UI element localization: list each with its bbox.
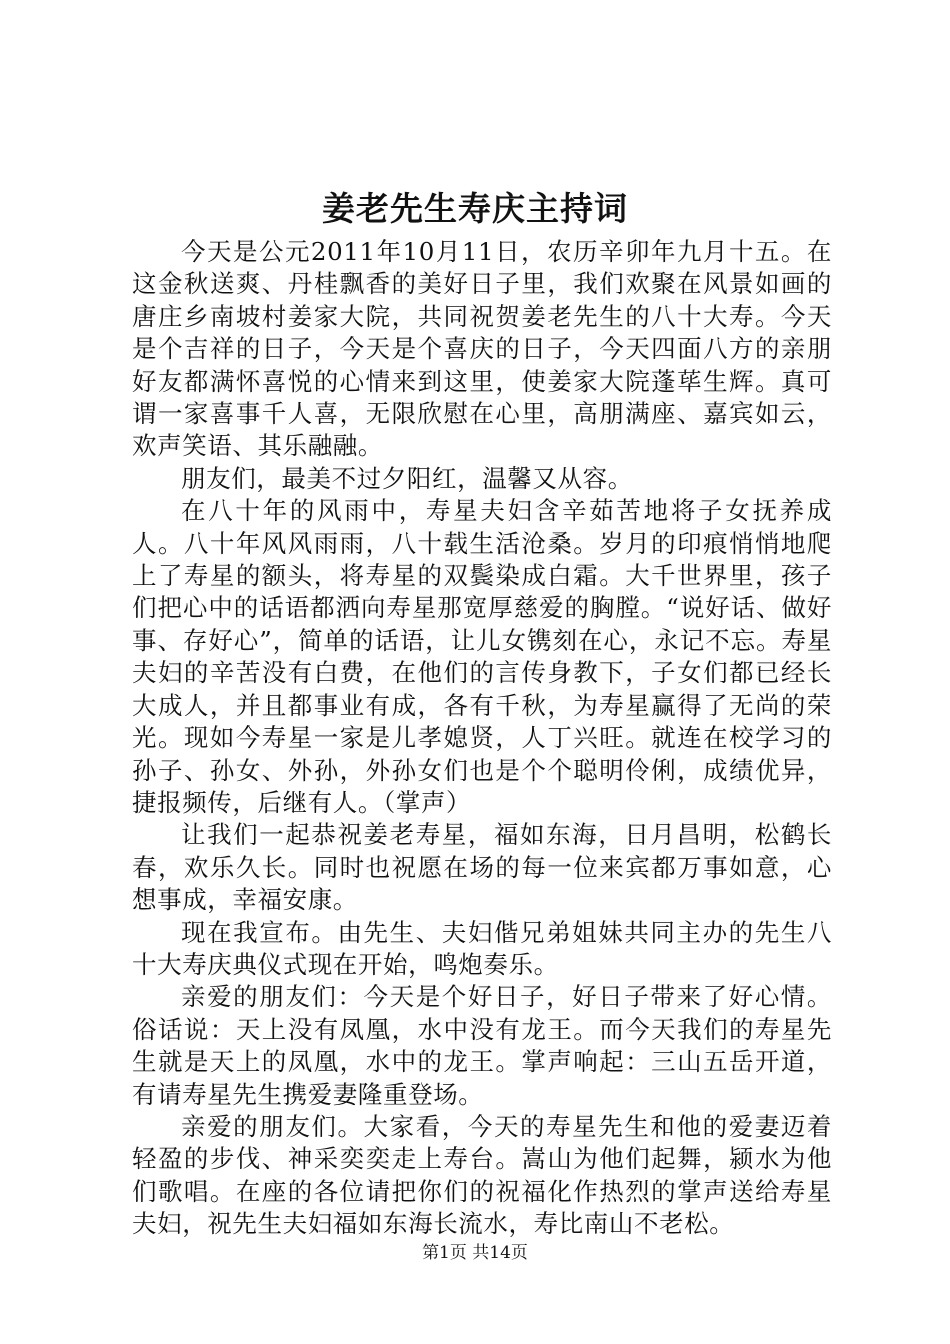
document-title: 姜老先生寿庆主持词	[322, 189, 628, 228]
paragraph: 亲爱的朋友们。大家看，今天的寿星先生和他的爱妻迈着轻盈的步伐、神采奕奕走上寿台。嵩山为他们起舞，颍水为他们歌唱。在座的各位请把你们的祝福化作热烈的掌声送给寿星夫妇，祝先生夫妇福如东海长流水，寿比南山不老松。	[132, 1111, 832, 1239]
page-footer: 第1页 共14页	[422, 1243, 528, 1263]
document-body	[132, 236, 832, 1241]
paragraph: 让我们一起恭祝姜老寿星，福如东海，日月昌明，松鹤长春，欢乐久长。同时也祝愿在场的每一位来宾都万事如意，心想事成，幸福安康。	[132, 820, 832, 915]
paragraph: 在八十年的风雨中，寿星夫妇含辛茹苦地将子女抚养成人。八十年风风雨雨，八十载生活沧桑。岁月的印痕悄悄地爬上了寿星的额头，将寿星的双鬓染成白霜。大千世界里，孩子们把心中的话语都洒向寿星那宽厚慈爱的胸膛。“说好话、做好事、存好心”，简单的话语，让儿女镌刻在心，永记不忘。寿星夫妇的辛苦没有白费，在他们的言传身教下，子女们都已经长大成人，并且都事业有成，各有千秋，为寿星赢得了无尚的荣光。现如今寿星一家是儿孝媳贤，人丁兴旺。就连在校学习的孙子、孙女、外孙，外孙女们也是个个聪明伶俐，成绩优异，捷报频传，后继有人。（掌声）	[132, 496, 832, 817]
paragraph: 今天是公元2011年10月11日，农历辛卯年九月十五。在这金秋送爽、丹桂飘香的美好日子里，我们欢聚在风景如画的唐庄乡南坡村姜家大院，共同祝贺姜老先生的八十大寿。今天是个吉祥的日子，今天是个喜庆的日子，今天四面八方的亲朋好友都满怀喜悦的心情来到这里，使姜家大院蓬荜生辉。真可谓一家喜事千人喜，无限欣慰在心里，高朋满座、嘉宾如云，欢声笑语、其乐融融。	[132, 237, 832, 461]
paragraph: 朋友们，最美不过夕阳红，温馨又从容。	[181, 463, 633, 493]
paragraph: 现在我宣布。由先生、夫妇偕兄弟姐妹共同主办的先生八十大寿庆典仪式现在开始，鸣炮奏乐。	[132, 917, 832, 979]
paragraph: 亲爱的朋友们：今天是个好日子，好日子带来了好心情。俗话说：天上没有凤凰，水中没有龙王。而今天我们的寿星先生就是天上的凤凰，水中的龙王。掌声响起：三山五岳开道，有请寿星先生携爱妻隆重登场。	[132, 982, 832, 1109]
